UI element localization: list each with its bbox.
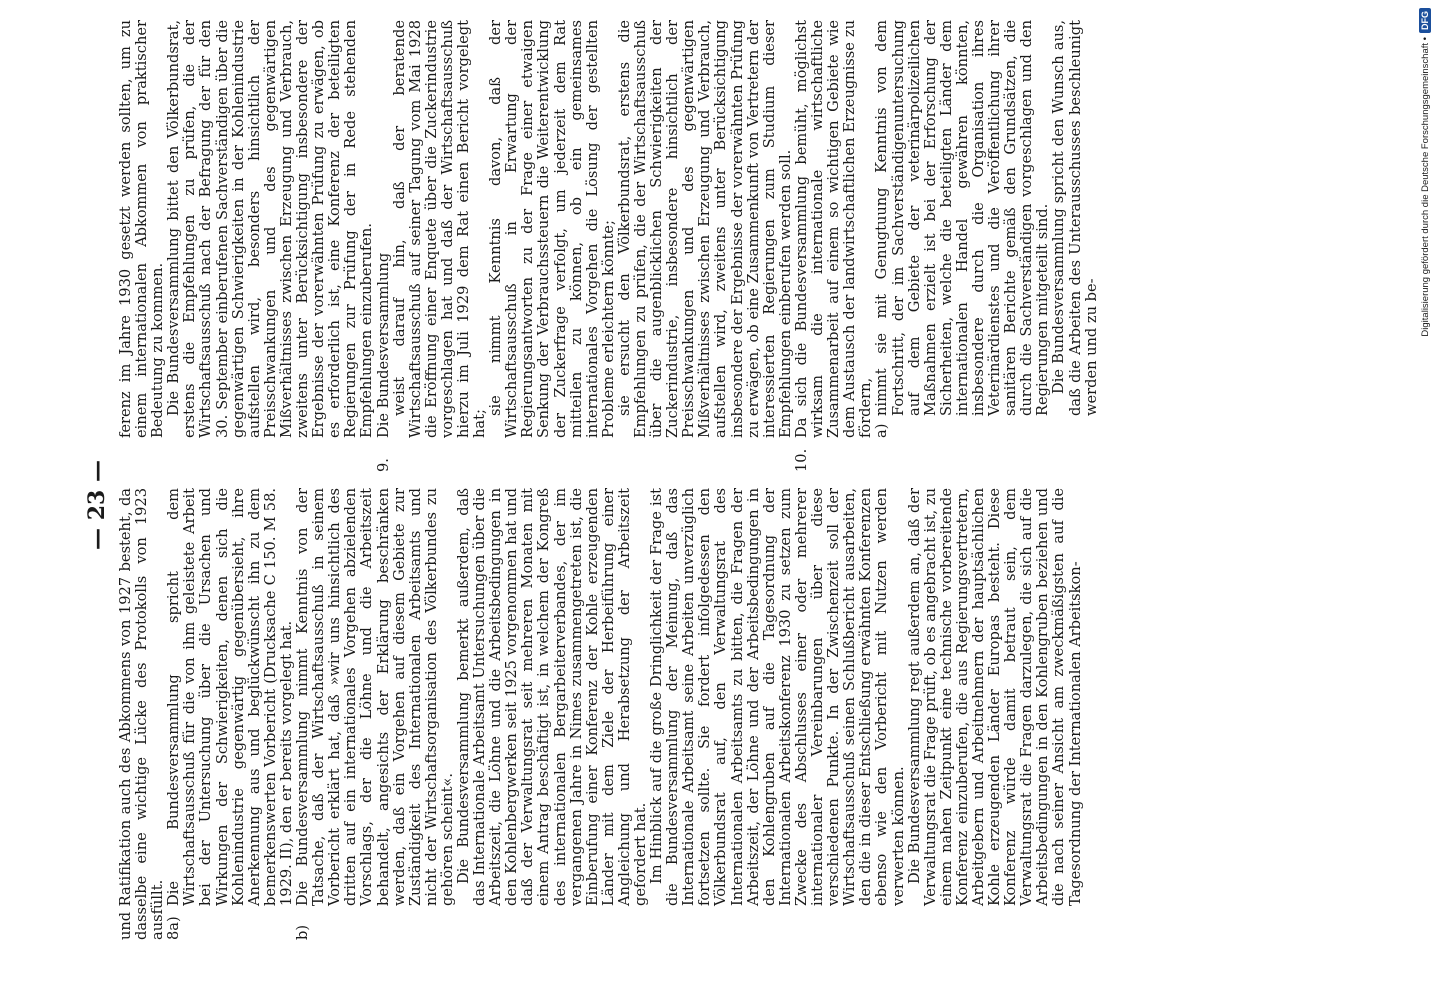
item-8a: [166, 488, 295, 940]
item-9-paragraph-3: sie ersucht den Völkerbundsrat, erstens die Empfehlungen zu prüfen, die der Wirtschaftsausschuß über die augenblicklichen Schwierigkeiten der Zuckerindustrie, insbesondere hinsichtlich der Preisschwankungen und des gegenwärtigen Mißverhältnisses zwischen Erzeugung und Verbrauch, aufstellen wird, zweitens unter Berücksichtigung insbesondere der Ergebnisse der vorerwähnten Prüfung zu erwägen, ob eine Zusammenkunft von Vertretern der interessierten Regierungen zum Studium dieser Empfehlungen einberufen werden soll.: [615, 20, 794, 438]
left-paragraph-3: Die Bundesversammlung regt außerdem an, daß der Verwaltungsrat die Frage prüft, ob es angebracht ist, zu einem nahen Zeitpunkt eine technische vorbereitende Konferenz einzuberufen, die aus Regierungsvertretern, Arbeitgebern und Arbeitnehmern der hauptsächlichen Kohle erzeugenden Länder Europas besteht. Diese Konferenz würde damit betraut sein, dem Verwaltungsrat die Fragen darzulegen, die sich auf die Arbeitsbedingungen in den Kohlengruben beziehen und die nach seiner Ansicht am zweckmäßigsten auf die Tagesordnung der Internationalen Arbeitskon-: [905, 488, 1084, 906]
item-8b-text: Die Bundesversammlung nimmt Kenntnis von der Tatsache, daß der Wirtschaftsausschuß in seinem Vorbericht erklärt hat, daß »wir uns hinsichtlich des dritten auf ein internationales Vorgehen abzielenden Vorschlags, der die Löhne und die Arbeitszeit behandelt, angesichts der Erklärung beschränken werden, daß ein Vorgehen auf diesem Gebiete zur Zuständigkeit des Internationalen Arbeitsamts und nicht der Wirtschaftsorganisation des Völkerbundes zu gehören scheint«.: [294, 488, 456, 906]
item-8a-number: 8a): [165, 916, 183, 940]
item-9-number: 9.: [374, 458, 392, 472]
item-9-paragraph-1: weist darauf hin, daß der beratende Wirtschaftsausschuß auf seiner Tagung vom Mai 1928 die Eröffnung einer Enquete über die Zuckerindustrie vorgeschlagen hat und daß der Wirtschaftsausschuß hierzu im Juli 1929 dem Rat einen Bericht vorgelegt hat;: [390, 20, 489, 438]
digitization-credit: [1418, 8, 1434, 428]
item-10: [794, 20, 1100, 472]
item-8b: [295, 488, 456, 940]
left-paragraph-1: Die Bundesversammlung bemerkt außerdem, daß das Internationale Arbeitsamt Untersuchungen über die Arbeitszeit, die Löhne und die Arbeitsbedingungen in den Kohlenbergwerken seit 1925 vorgenommen hat und daß der Verwaltungsrat seit mehreren Monaten mit einem Antrag beschäftigt ist, in welchem der Kongreß des internationalen Bergarbeiterverbandes, der im vergangenen Jahre in Nimes zusammengetreten ist, die Einberufung einer Konferenz der Kohle erzeugenden Länder mit dem Ziele der Herbeiführung einer Angleichung und Herabsetzung der Arbeitszeit gefordert hat.: [454, 488, 649, 906]
dfg-logo: DFG: [1419, 8, 1431, 33]
item-9-lead: Die Bundesversammlung: [374, 252, 392, 438]
item-9-paragraph-2: sie nimmt Kenntnis davon, daß der Wirtschaftsausschuß in Erwartung der Regierungsantworten zu der Frage einer etwaigen Senkung der Verbrauchssteuern die Weiterentwicklung der Zuckerfrage verfolgt, um jederzeit dem Rat mitteilen zu können, ob ein gemeinsames internationales Vorgehen die Lösung der gestellten Probleme erleichtern könnte;: [487, 20, 617, 438]
item-8b-continued: [456, 488, 1084, 940]
credit-text: Digitalisierung gefördert durch die Deutsche Forschungsgemeinschaft •: [1420, 37, 1431, 337]
item-10a-number: a): [873, 423, 891, 438]
right-intro-paragraph: ferenz im Jahre 1930 gesetzt werden sollten, um zu einem internationalen Abkommen von praktischer Bedeutung zu kommen.: [117, 20, 167, 438]
right-paragraph-1: Die Bundesversammlung bittet den Völkerbundsrat, erstens die Empfehlungen zu prüfen, die der Wirtschaftsausschuß nach der Befragung der für den 30. September einberufenen Sachverständigen über die gegenwärtigen Schwierigkeiten in der Kohlenindustrie aufstellen wird, besonders hinsichtlich der Preisschwankungen und des gegenwärtigen Mißverhältnisses zwischen Erzeugung und Verbrauch, zweitens unter Berücksichtigung insbesondere der Ergebnisse der vorerwähnten Prüfung zu erwägen, ob es erforderlich ist, eine Konferenz der beteiligten Regierungen zur Prüfung der in Rede stehenden Empfehlungen einzuberufen.: [165, 20, 376, 438]
item-10-lead: Da sich die Bundesversammlung bemüht, möglichst wirksam die internationale wirtschaftliche Zusammenarbeit auf einem so wichtigen Gebiete wie dem Austausch der landwirtschaftlichen Erzeugnisse zu fördern,: [792, 20, 875, 438]
page-number: — 23 —: [84, 460, 110, 550]
item-10a: [874, 20, 1099, 438]
item-10-number: 10.: [792, 448, 810, 472]
item-9: [376, 20, 794, 472]
right-continuation: [118, 20, 376, 472]
left-intro-paragraph: und Ratifikation auch des Abkommens von 1927 besteht, da dasselbe eine wichtige Lücke des Protokolls von 1923 ausfüllt.: [117, 488, 167, 940]
item-8a-text: Die Bundesversammlung spricht dem Wirtschaftsausschuß für die von ihm geleistete Arbeit bei der Untersuchung über die Ursachen und Wirkungen der Schwierigkeiten, denen sich die Kohlenindustrie gegenwärtig gegenübersieht, ihre Anerkennung aus und beglückwünscht ihn zu dem bemerkenswerten Vorbericht (Drucksache C 150. M 58. 1929. II), den er bereits vorgelegt hat.: [165, 488, 295, 906]
left-column: [118, 488, 1084, 940]
item-10a-text: nimmt sie mit Genugtuung Kenntnis von dem Fortschritt, der im Sachverständigenuntersuchung auf dem Gebiete der veterinärpolizeilichen Maßnahmen erzielt ist bei der Erforschung der Sicherheiten, welche die beteiligten Länder dem internationalen Handel gewähren könnten, insbesondere durch die Organisation ihres Veterinärdienstes und die Veröffentlichung ihrer sanitären Berichte gemäß den Grundsätzen, die durch die Sachverständigen vorgeschlagen und den Regierungen mitgeteilt sind.: [873, 20, 1052, 416]
item-8b-number: b): [294, 924, 312, 940]
item-10-paragraph-2: Die Bundesversammlung spricht den Wunsch aus, daß die Arbeiten des Unterausschusses beschleunigt werden und zu be-: [1050, 20, 1100, 416]
left-paragraph-2: Im Hinblick auf die große Dringlichkeit der Frage ist die Bundesversammlung der Meinung, daß das Internationale Arbeitsamt seine Arbeiten unverzüglich fortsetzen sollte. Sie fordert infolgedessen den Völkerbundsrat auf, den Verwaltungsrat des Internationalen Arbeitsamts zu bitten, die Fragen der Arbeitszeit, der Löhne und der Arbeitsbedingungen in den Kohlengruben auf die Tagesordnung der Internationalen Arbeitskonferenz 1930 zu setzen zum Zwecke des Abschlusses einer oder mehrerer internationaler Vereinbarungen über diese verschiedenen Punkte. In der Zwischenzeit soll der Wirtschaftsausschuß seinen Schlußbericht ausarbeiten, den die in dieser Entschließung erwähnten Konferenzen ebenso wie den Vorbericht mit Nutzen werden verwerten können.: [648, 488, 907, 906]
right-column: [118, 20, 1100, 472]
